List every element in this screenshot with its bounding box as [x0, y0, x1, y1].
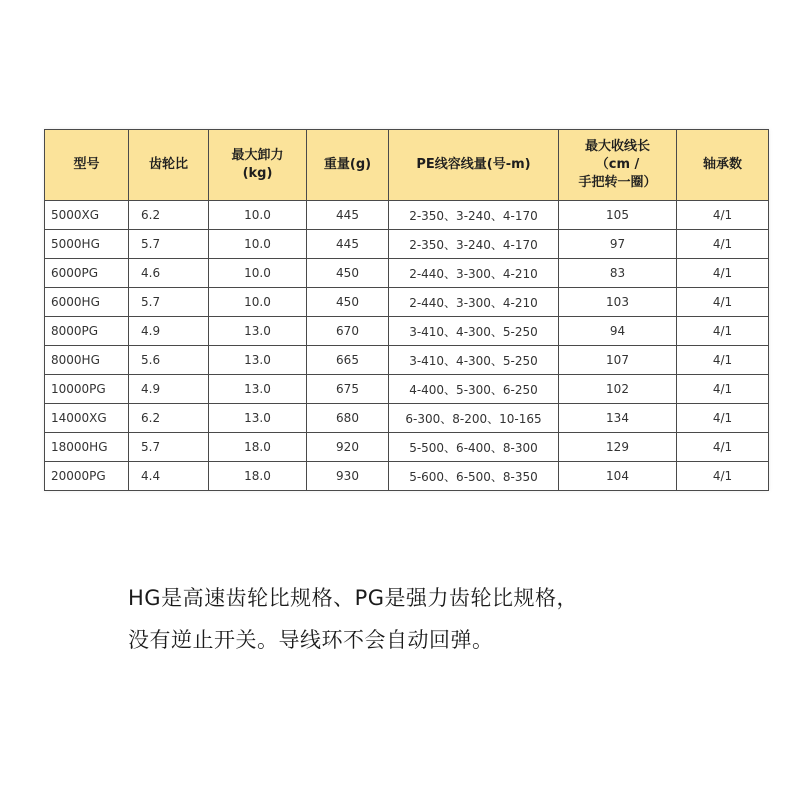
- cell-model: 18000HG: [45, 433, 129, 462]
- cell-bearings: 4/1: [677, 201, 769, 230]
- cell-retrieve-length: 129: [559, 433, 677, 462]
- header-line-capacity: PE线容线量(号-m): [389, 130, 559, 201]
- cell-max-drag: 18.0: [209, 462, 307, 491]
- cell-max-drag: 10.0: [209, 230, 307, 259]
- cell-retrieve-length: 102: [559, 375, 677, 404]
- cell-bearings: 4/1: [677, 462, 769, 491]
- cell-bearings: 4/1: [677, 346, 769, 375]
- cell-line-capacity: 2-440、3-300、4-210: [389, 259, 559, 288]
- cell-bearings: 4/1: [677, 230, 769, 259]
- cell-weight: 450: [307, 259, 389, 288]
- cell-model: 20000PG: [45, 462, 129, 491]
- cell-max-drag: 13.0: [209, 375, 307, 404]
- header-row: [45, 130, 769, 201]
- cell-retrieve-length: 103: [559, 288, 677, 317]
- cell-bearings: 4/1: [677, 259, 769, 288]
- table-row: [45, 462, 769, 491]
- cell-bearings: 4/1: [677, 433, 769, 462]
- cell-gear-ratio: 5.6: [129, 346, 209, 375]
- cell-line-capacity: 3-410、4-300、5-250: [389, 317, 559, 346]
- cell-weight: 675: [307, 375, 389, 404]
- cell-line-capacity: 2-440、3-300、4-210: [389, 288, 559, 317]
- cell-gear-ratio: 6.2: [129, 201, 209, 230]
- cell-gear-ratio: 4.9: [129, 317, 209, 346]
- spec-table: [44, 129, 769, 491]
- cell-model: 8000PG: [45, 317, 129, 346]
- header-retrieve-length: 最大收线长 （cm / 手把转一圈）: [559, 130, 677, 201]
- cell-model: 6000PG: [45, 259, 129, 288]
- cell-weight: 445: [307, 230, 389, 259]
- cell-gear-ratio: 5.7: [129, 433, 209, 462]
- table-row: [45, 230, 769, 259]
- cell-weight: 930: [307, 462, 389, 491]
- cell-model: 5000HG: [45, 230, 129, 259]
- table-body: [45, 201, 769, 491]
- note-line-1: HG是高速齿轮比规格、PG是强力齿轮比规格，: [128, 586, 578, 610]
- table-row: [45, 317, 769, 346]
- header-max-drag: 最大卸力 (kg): [209, 130, 307, 201]
- cell-line-capacity: 4-400、5-300、6-250: [389, 375, 559, 404]
- cell-line-capacity: 6-300、8-200、10-165: [389, 404, 559, 433]
- cell-weight: 445: [307, 201, 389, 230]
- table-row: [45, 201, 769, 230]
- header-gear-ratio: 齿轮比: [129, 130, 209, 201]
- cell-max-drag: 10.0: [209, 201, 307, 230]
- cell-gear-ratio: 4.4: [129, 462, 209, 491]
- table-row: [45, 346, 769, 375]
- header-model: 型号: [45, 130, 129, 201]
- cell-gear-ratio: 4.9: [129, 375, 209, 404]
- cell-weight: 665: [307, 346, 389, 375]
- table-row: [45, 375, 769, 404]
- cell-line-capacity: 2-350、3-240、4-170: [389, 230, 559, 259]
- cell-weight: 670: [307, 317, 389, 346]
- cell-model: 10000PG: [45, 375, 129, 404]
- header-bearings: 轴承数: [677, 130, 769, 201]
- cell-max-drag: 13.0: [209, 317, 307, 346]
- table-row: [45, 259, 769, 288]
- note-line-2: 没有逆止开关。导线环不会自动回弹。: [128, 628, 494, 652]
- cell-retrieve-length: 94: [559, 317, 677, 346]
- header-weight: 重量(g): [307, 130, 389, 201]
- cell-gear-ratio: 5.7: [129, 288, 209, 317]
- cell-bearings: 4/1: [677, 317, 769, 346]
- cell-line-capacity: 3-410、4-300、5-250: [389, 346, 559, 375]
- cell-weight: 680: [307, 404, 389, 433]
- cell-retrieve-length: 105: [559, 201, 677, 230]
- cell-max-drag: 10.0: [209, 259, 307, 288]
- table-row: [45, 433, 769, 462]
- cell-model: 5000XG: [45, 201, 129, 230]
- cell-bearings: 4/1: [677, 404, 769, 433]
- cell-max-drag: 13.0: [209, 404, 307, 433]
- cell-gear-ratio: 4.6: [129, 259, 209, 288]
- cell-bearings: 4/1: [677, 288, 769, 317]
- cell-gear-ratio: 6.2: [129, 404, 209, 433]
- cell-retrieve-length: 97: [559, 230, 677, 259]
- cell-gear-ratio: 5.7: [129, 230, 209, 259]
- cell-model: 6000HG: [45, 288, 129, 317]
- cell-weight: 920: [307, 433, 389, 462]
- cell-line-capacity: 5-600、6-500、8-350: [389, 462, 559, 491]
- cell-max-drag: 18.0: [209, 433, 307, 462]
- cell-max-drag: 13.0: [209, 346, 307, 375]
- cell-retrieve-length: 134: [559, 404, 677, 433]
- cell-model: 8000HG: [45, 346, 129, 375]
- cell-bearings: 4/1: [677, 375, 769, 404]
- cell-retrieve-length: 107: [559, 346, 677, 375]
- cell-max-drag: 10.0: [209, 288, 307, 317]
- cell-weight: 450: [307, 288, 389, 317]
- table-row: [45, 404, 769, 433]
- cell-retrieve-length: 104: [559, 462, 677, 491]
- cell-model: 14000XG: [45, 404, 129, 433]
- cell-retrieve-length: 83: [559, 259, 677, 288]
- cell-line-capacity: 5-500、6-400、8-300: [389, 433, 559, 462]
- table-row: [45, 288, 769, 317]
- cell-line-capacity: 2-350、3-240、4-170: [389, 201, 559, 230]
